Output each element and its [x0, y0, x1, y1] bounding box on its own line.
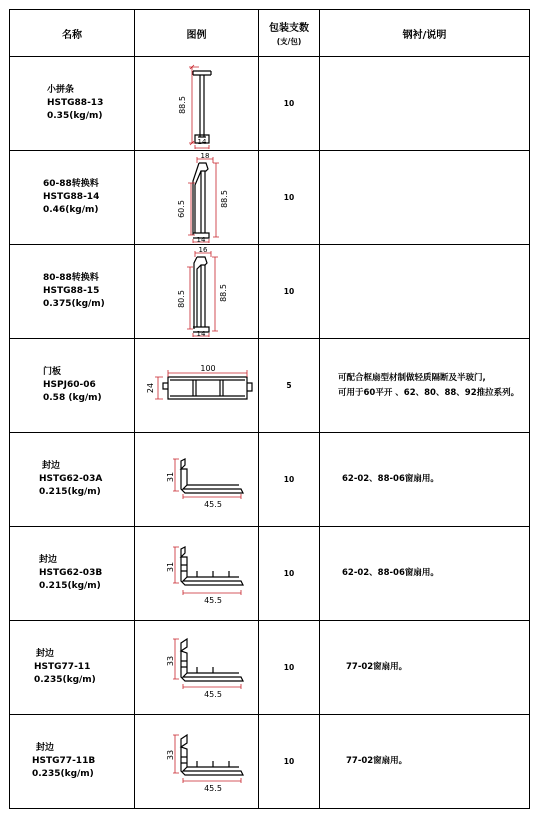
- qty-cell: 10: [259, 245, 320, 339]
- product-code: HSPJ60-06: [43, 380, 96, 390]
- note-cell: [320, 621, 530, 715]
- dim-height-label: 88.5: [219, 284, 228, 302]
- note-line-2: 可用于60平开 、62、80、88、92推拉系列。: [338, 387, 520, 398]
- table-row: [10, 151, 530, 245]
- product-code: HSTG88-14: [43, 192, 100, 202]
- product-name-cell: [10, 433, 135, 527]
- qty-cell: 10: [259, 715, 320, 809]
- dim-height-label: 88.5: [220, 190, 229, 208]
- product-title: 小拼条: [47, 85, 75, 95]
- table-row: [10, 715, 530, 809]
- header-qty-unit: (支/包): [276, 37, 302, 46]
- note-cell: [320, 715, 530, 809]
- table-row: [10, 57, 530, 151]
- product-code: HSTG77-11B: [32, 756, 96, 766]
- note-cell: [320, 433, 530, 527]
- table-row: [10, 621, 530, 715]
- profile-drawing-cell: [135, 339, 259, 433]
- qty-cell: 10: [259, 527, 320, 621]
- dim-width-label: 45.5: [204, 596, 222, 605]
- product-code: HSTG88-15: [43, 286, 100, 296]
- qty-cell: 10: [259, 621, 320, 715]
- note-cell: [320, 527, 530, 621]
- dim-height-label: 31: [166, 471, 175, 483]
- profile-drawing-cell: [135, 433, 259, 527]
- profile-drawing-cell: [135, 715, 259, 809]
- qty-cell: 10: [259, 57, 320, 151]
- dim-height-label: 31: [166, 561, 175, 573]
- dim-height-label: 24: [146, 382, 155, 394]
- profile-drawing-cell: [135, 527, 259, 621]
- note-cell: [320, 339, 530, 433]
- dim-width-label: 45.5: [204, 690, 222, 699]
- dim-height-label: 33: [166, 655, 175, 667]
- dim-width-label: 14: [196, 236, 206, 244]
- product-code: HSTG88-13: [47, 98, 104, 108]
- profile-drawing: [135, 339, 259, 432]
- profile-drawing-cell: [135, 151, 259, 245]
- table-row: [10, 527, 530, 621]
- product-weight: 0.35(kg/m): [47, 111, 103, 121]
- product-weight: 0.215(kg/m): [39, 581, 101, 591]
- profile-drawing: [135, 715, 259, 808]
- product-title: 封边: [36, 649, 55, 659]
- profile-drawing: [135, 621, 259, 714]
- dim-width-label: 14: [196, 330, 206, 338]
- product-weight: 0.46(kg/m): [43, 205, 99, 215]
- product-name-cell: [10, 621, 135, 715]
- header-name: 名称: [10, 10, 135, 57]
- profile-drawing: [135, 151, 259, 244]
- product-title: 封边: [42, 461, 61, 471]
- product-code: HSTG62-03B: [39, 568, 103, 578]
- profile-catalog-table: [9, 9, 530, 809]
- dim-top-label: 16: [198, 246, 208, 254]
- product-weight: 0.235(kg/m): [34, 675, 96, 685]
- dim-width-label: 45.5: [204, 784, 222, 793]
- note-cell: [320, 245, 530, 339]
- product-weight: 0.58 (kg/m): [43, 393, 102, 403]
- note-cell: [320, 151, 530, 245]
- header-row: [10, 10, 530, 57]
- qty-cell: 5: [259, 339, 320, 433]
- product-weight: 0.235(kg/m): [32, 769, 94, 779]
- dim-width-label: 45.5: [204, 500, 222, 509]
- header-qty-label: 包装支数: [269, 23, 309, 34]
- profile-drawing: [135, 57, 259, 150]
- product-weight: 0.215(kg/m): [39, 487, 101, 497]
- header-figure: 图例: [135, 10, 259, 57]
- dim-inner-label: 80.5: [177, 290, 186, 308]
- product-title: 门板: [43, 367, 62, 377]
- product-name-cell: [10, 245, 135, 339]
- product-name-cell: [10, 715, 135, 809]
- qty-cell: 10: [259, 433, 320, 527]
- product-name-cell: [10, 339, 135, 433]
- product-title: 封边: [36, 743, 55, 753]
- note-line-1: 可配合框扇型材制做轻质隔断及半玻门,: [338, 372, 486, 383]
- header-qty: [259, 10, 320, 57]
- table-row: [10, 245, 530, 339]
- dim-inner-label: 60.5: [177, 200, 186, 218]
- profile-drawing-cell: [135, 57, 259, 151]
- product-name-cell: [10, 527, 135, 621]
- profile-drawing-cell: [135, 621, 259, 715]
- product-name-cell: [10, 151, 135, 245]
- product-weight: 0.375(kg/m): [43, 299, 105, 309]
- qty-cell: 10: [259, 151, 320, 245]
- dim-width-label: 100: [200, 364, 216, 373]
- dim-height-label: 88.5: [178, 96, 187, 114]
- dim-width-label: 14: [197, 138, 207, 146]
- profile-drawing: [135, 245, 259, 338]
- note-line-1: 62-02、88-06窗扇用。: [342, 568, 439, 578]
- profile-drawing-cell: [135, 245, 259, 339]
- note-line-1: 62-02、88-06窗扇用。: [342, 474, 439, 484]
- product-title: 封边: [39, 555, 58, 565]
- table-row: [10, 339, 530, 433]
- profile-drawing: [135, 527, 259, 620]
- note-line-1: 77-02窗扇用。: [346, 662, 408, 672]
- note-cell: [320, 57, 530, 151]
- product-code: HSTG77-11: [34, 662, 91, 672]
- table-row: [10, 433, 530, 527]
- product-code: HSTG62-03A: [39, 474, 103, 484]
- dim-top-label: 18: [200, 152, 210, 160]
- product-title: 80-88转换料: [43, 273, 99, 283]
- product-name-cell: [10, 57, 135, 151]
- note-line-1: 77-02窗扇用。: [346, 756, 408, 766]
- profile-drawing: [135, 433, 259, 526]
- product-title: 60-88转换料: [43, 179, 99, 189]
- dim-height-label: 33: [166, 749, 175, 761]
- header-note: 钢衬/说明: [320, 10, 530, 57]
